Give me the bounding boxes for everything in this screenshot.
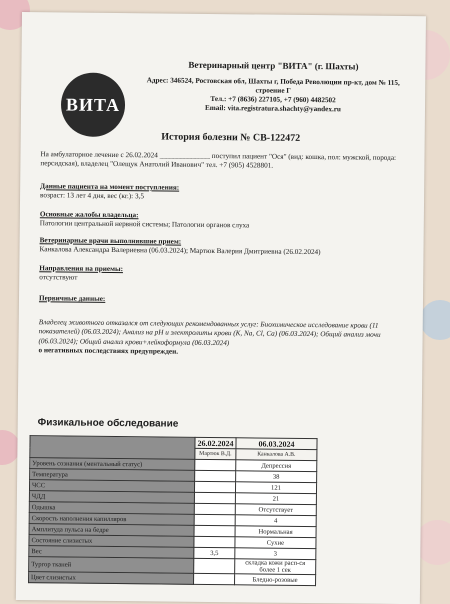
table-row — [29, 572, 316, 586]
date-col-2: 06.03.2024 — [236, 438, 317, 450]
parameter-cell: ЧДД — [29, 491, 194, 504]
doctors-section — [39, 236, 409, 259]
parameter-cell: Цвет слизистых — [29, 572, 194, 585]
clinic-name: Ветеринарный центр "ВИТА" (г. Шахты) — [188, 59, 359, 72]
value-cell-date-1 — [194, 481, 235, 492]
value-cell-date-2: 3 — [235, 548, 316, 560]
value-cell-date-1 — [195, 459, 236, 470]
value-cell-date-2: 121 — [235, 482, 316, 494]
patient-data-value: возраст: 13 лет 4 дня, вес (кг.): 3,5 — [40, 191, 145, 201]
tablecloth-flower — [420, 300, 450, 340]
referrals-value: отсутствуют — [39, 273, 78, 282]
parameter-cell: Уровень сознания (ментальный статус) — [30, 458, 195, 471]
value-cell-date-1 — [194, 503, 235, 514]
case-title: История болезни № СВ-122472 — [161, 131, 301, 144]
value-cell-date-1 — [194, 558, 235, 573]
parameter-cell: Одышка — [29, 502, 194, 515]
parameter-cell: Температура — [30, 469, 195, 482]
value-cell-date-1 — [195, 470, 236, 481]
value-cell-date-2: Отсутствует — [235, 504, 316, 516]
value-cell-date-2: Нормальная — [235, 526, 316, 538]
referrals-label: Направления на приемы: — [39, 264, 124, 274]
clinic-email: Email: vita.registratura.shachty@yandex.ru — [204, 104, 341, 114]
table-header-row — [30, 436, 317, 450]
complaints-section — [40, 210, 410, 233]
patient-data-label: Данные пациента на момент поступления: — [40, 182, 180, 192]
value-cell-date-2: Бледно-розовые — [235, 574, 316, 586]
clinic-logo: ВИТА — [61, 72, 126, 137]
value-cell-date-2: 4 — [235, 515, 316, 527]
clinic-phone: Тел.: +7 (8636) 227105, +7 (960) 4482502 — [210, 95, 336, 105]
value-cell-date-1 — [194, 573, 235, 584]
physical-exam-title: Физикальное обследование — [37, 417, 179, 430]
parameter-cell: Состояние слизистых — [29, 535, 194, 548]
refusal-section — [38, 318, 408, 359]
doctors-value: Канкалова Александра Валериевна (06.03.2024); Мартюк Валерия Дмитриевна (26.02.2024) — [39, 245, 321, 257]
patient-data-section — [40, 182, 410, 205]
value-cell-date-1 — [194, 536, 235, 547]
parameter-cell: Скорость наполнения капилляров — [29, 513, 194, 526]
refusal-text: Владелец животного отказался от следующих рекомендованных услуг: Биохимическое исследование крови (11 показателей) (06.03.2024); Анализ на pH и электролиты крови (К, Na, Cl, Ca) (06.03.2024); Общий анализ мочи (06.03.2024); Общий анализ крови+лейкоформула (06.03.2024) — [38, 318, 381, 347]
value-cell-date-2: Сухие — [235, 537, 316, 549]
date-col-1: 26.02.2024 — [195, 437, 236, 448]
document-page — [16, 12, 426, 604]
value-cell-date-2: 21 — [235, 493, 316, 505]
clinic-address: Адрес: 346524, Ростовская обл, Шахты г, Победа Революции пр-кт, дом № 115, строение Г — [146, 76, 400, 96]
value-cell-date-2: 38 — [236, 471, 317, 483]
value-cell-date-1 — [194, 525, 235, 536]
complaints-value: Патологии центральной нервной системы; Патологии органов слуха — [39, 219, 250, 230]
primary-data-section — [39, 294, 409, 307]
clinic-header — [133, 59, 414, 115]
complaints-label: Основные жалобы владельца: — [39, 210, 139, 220]
doctors-label: Ветеринарные врачи выполнявшие прием: — [39, 236, 182, 246]
table-corner-cell — [30, 436, 195, 460]
parameter-cell: ЧСС — [29, 480, 194, 493]
value-cell-date-2: Депрессия — [236, 460, 317, 472]
parameter-cell: Тургор тканей — [29, 557, 194, 574]
physical-exam-table — [28, 435, 318, 586]
intro-text: На амбулаторное лечение с 26.02.2024 ______________ поступил пациент "Ося" (вид: кошка, пол: мужской, порода: персидская), владелец "Олещук Анатолий Иванович" тел. +7 (905) 4528801. — [40, 150, 397, 170]
warning-text: о негативных последствиях предупрежден. — [38, 346, 179, 356]
parameter-cell: Амплитуда пульса на бедре — [29, 524, 194, 537]
value-cell-date-2: складка кожи расп-ся более 1 сек — [235, 559, 316, 575]
parameter-cell: Вес — [29, 546, 194, 559]
value-cell-date-1 — [194, 514, 235, 525]
primary-data-label: Первичные данные: — [38, 294, 106, 303]
value-cell-date-1: 3,5 — [194, 547, 235, 558]
value-cell-date-1 — [194, 492, 235, 503]
doctor-col-1: Мартюк В.Д. — [195, 448, 236, 459]
doctor-col-2: Канкалова А.В. — [236, 449, 317, 461]
referrals-section — [39, 264, 409, 287]
